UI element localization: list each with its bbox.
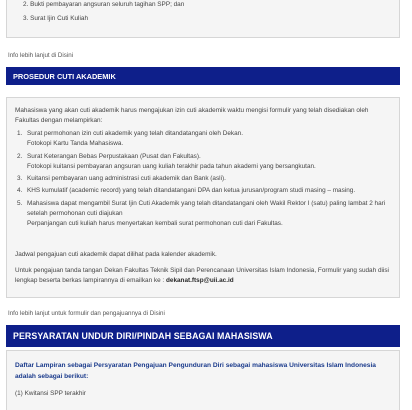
cuti-intro: Mahasiswa yang akan cuti akademik harus mengajukan izin cuti akademik waktu mengisi formulir yang telah disediakan oleh Fakultas dengan melampirkan:	[15, 107, 369, 125]
cuti-procedure-box	[6, 97, 400, 298]
requirements-box	[6, 0, 400, 38]
list-item: 5. Mahasiswa dapat mengambil Surat Ijin Cuti Akademik yang telah ditandatangani oleh Wakil Rektor I (satu) paling lambat 2 hari setelah permohonan cuti diajukan Perpanjangan cuti kuliah harus menyertakan kembali surat permohonan cuti dari Fakultas.	[17, 199, 386, 228]
list-item: 4. KHS kumulatif (academic record) yang telah ditandatangani DPA dan ketua jurusan/program studi masing – masing.	[17, 187, 356, 195]
undur-item-1: (1) Kwitansi SPP terakhir	[15, 390, 86, 397]
info-link-1[interactable]: Info lebih lanjut di Disini	[8, 52, 74, 59]
cuti-requirements-list	[15, 129, 391, 230]
jadwal-note: Jadwal pengajuan cuti akademik dapat dilihat pada kalender akademik.	[15, 251, 217, 258]
section-heading-cuti: PROSEDUR CUTI AKADEMIK	[6, 67, 400, 85]
list-item: 2. Surat Keterangan Bebas Perpustakaan (Pusat dan Fakultas). Fotokopi kuitansi pembayaran angsuran uang kuliah terakhir pada tahun akademi yang bersangkutan.	[17, 152, 316, 170]
section-heading-undur: PERSYARATAN UNDUR DIRI/PINDAH SEBAGAI MAHASISWA	[6, 325, 400, 347]
undur-title: Daftar Lampiran sebagai Persyaratan Pengajuan Pengunduran Diri sebagai mahasiswa Universitas Islam Indonesia adalah sebagai berikut:	[15, 362, 376, 380]
requirement-item-2: 2. Bukti pembayaran angsuran seluruh tagihan SPP; dan	[23, 1, 185, 8]
contact-note: Untuk pengajuan tanda tangan Dekan Fakultas Teknik Sipil dan Perencanaan Universitas Islam Indonesia, Formulir yang sudah diisi lengkap beserta berkas lampirannya di emailkan ke : dekanat.ftsp@uii.ac.id	[15, 267, 389, 285]
undur-requirements-box	[6, 350, 400, 410]
list-item: 3. Kuitansi pembayaran uang administrasi cuti akademik dan Bank (asli).	[17, 175, 226, 183]
requirement-item-3: 3. Surat Ijin Cuti Kuliah	[23, 15, 89, 22]
list-item: 1. Surat permohonan izin cuti akademik yang telah ditandatangani oleh Dekan. Fotokopi Kartu Tanda Mahasiswa.	[17, 130, 244, 148]
info-link-2[interactable]: Info lebih lanjut untuk formulir dan pengajuannya di Disini	[8, 310, 165, 317]
email-link[interactable]: dekanat.ftsp@uii.ac.id	[165, 277, 234, 285]
